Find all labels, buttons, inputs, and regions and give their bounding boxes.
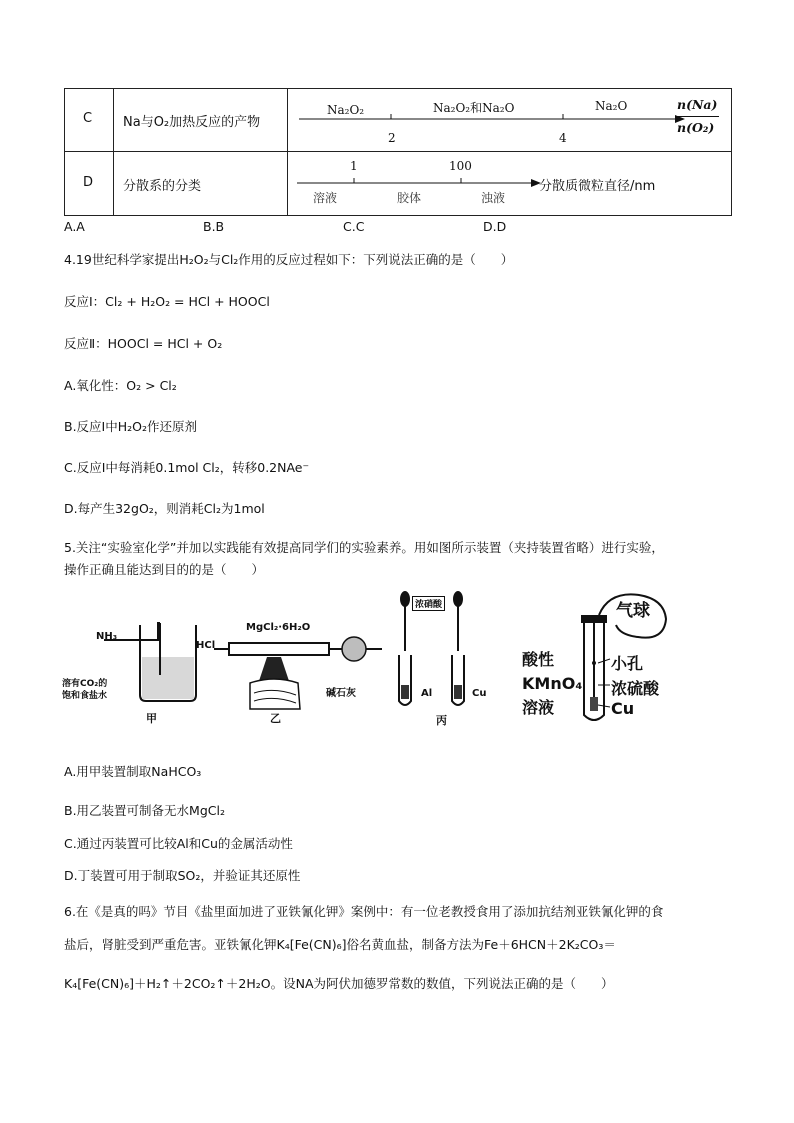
q4-option-a[interactable]: A.氧化性：O₂ > Cl₂ [64,378,177,393]
q4-option-b[interactable]: B.反应Ⅰ中H₂O₂作还原剂 [64,419,197,434]
row-c-tick-label-4: 4 [559,131,567,145]
ding-acid-label: 浓硫酸 [611,679,660,698]
row-c-ratio-bar [675,116,719,117]
row-c-description: Na与O₂加热反应的产物 [123,115,261,130]
row-d-letter: D [83,175,94,190]
row-d-tick-label-100: 100 [449,159,472,173]
answer-table [64,88,732,216]
jia-liquid [142,657,194,699]
bing-metal-1 [401,685,409,699]
jia-liquid-label-line-1: 溶有CO₂的 [62,679,108,689]
yi-label: 乙 [270,712,281,725]
ding-kmno4-label [522,648,582,720]
ding-hole [592,661,596,665]
row-d-axis-label: 分散质微粒直径/nm [539,179,656,194]
ding-balloon-label: 气球 [616,601,650,621]
yi-drying-tube [342,637,366,661]
bing-reagent-label: 浓硝酸 [412,596,445,611]
q3-option-b[interactable]: B.B [203,219,225,234]
row-c-ratio-denominator: n(O₂) [677,120,715,135]
row-c-tick-label-2: 2 [388,131,396,145]
row-d-segment-suspension: 浊液 [481,191,506,205]
row-d-segment-colloid: 胶体 [397,191,422,205]
row-c-ratio-numerator: n(Na) [677,97,718,112]
bing-bulb-2 [453,591,463,607]
row-d-segment-solution: 溶液 [313,191,338,205]
q4-reaction-1: 反应Ⅰ：Cl₂ + H₂O₂ = HCl + HOOCl [64,294,270,309]
q3-option-c[interactable]: C.C [343,219,365,234]
bing-metal-2 [454,685,462,699]
ding-stopper [581,615,607,623]
q6-line-1: 6.在《是真的吗》节目《盐里面加进了亚铁氰化钾》案例中：有一位老教授食用了添加抗结剂亚铁氰化钾的食 [64,904,664,919]
yi-gas-label: HCl [196,640,216,651]
bing-bulb-1 [400,591,410,607]
q3-option-a[interactable]: A.A [64,219,85,234]
row-c-segment-1: Na₂O₂ [327,103,365,117]
yi-absorber-label: 碱石灰 [326,688,356,699]
row-c-letter: C [83,111,93,126]
q5-option-d[interactable]: D.丁装置可用于制取SO₂，并验证其还原性 [64,868,301,883]
q3-option-d[interactable]: D.D [483,219,507,234]
q4-option-c[interactable]: C.反应Ⅰ中每消耗0.1mol Cl₂，转移0.2NAe⁻ [64,460,310,475]
jia-label: 甲 [146,712,157,725]
row-c-segment-3: Na₂O [595,99,628,113]
row-c-segment-2: Na₂O₂和Na₂O [433,101,515,115]
ding-copper [590,697,598,711]
jia-gas-label: NH₃ [96,631,118,642]
yi-tube [229,643,329,655]
ding-metal-label: Cu [611,699,635,718]
apparatus-jia [104,623,196,701]
q5-option-b[interactable]: B.用乙装置可制备无水MgCl₂ [64,803,225,818]
ding-kmno4-line-2: KMnO₄ [522,674,583,693]
q4-reaction-2: 反应Ⅱ：HOOCl = HCl + O₂ [64,336,223,351]
q5-stem-line-1: 5.关注“实验室化学”并加以实践能有效提高同学们的实验素养。用如图所示装置（夹持装置省略）进行实验， [64,540,664,555]
jia-liquid-label-line-2: 饱和食盐水 [62,691,108,701]
bing-label: 丙 [436,714,447,727]
row-d-description: 分散系的分类 [123,179,202,194]
bing-metal-2-label: Cu [472,688,487,699]
q5-stem-line-2: 操作正确且能达到目的的是（ ） [64,562,265,577]
q5-option-c[interactable]: C.通过丙装置可比较Al和Cu的金属活动性 [64,836,293,851]
yi-solid-label: MgCl₂·6H₂O [246,622,311,633]
q6-line-3: K₄[Fe(CN)₆]＋H₂↑＋2CO₂↑＋2H₂O。设NA为阿伏加德罗常数的数值，下列说法正确的是（ ） [64,976,614,991]
apparatus-yi [214,637,382,709]
q4-option-d[interactable]: D.每产生32gO₂，则消耗Cl₂为1mol [64,501,265,516]
yi-lamp [259,657,289,681]
ding-hole-label: 小孔 [611,654,644,673]
q6-line-2: 盐后，肾脏受到严重危害。亚铁氰化钾K₄[Fe(CN)₆]俗名黄血盐，制备方法为Fe＋6HCN＋2K₂CO₃＝ [64,937,616,952]
row-d-tick-label-1: 1 [350,159,358,173]
table-col-divider-1 [113,89,114,215]
q5-option-a[interactable]: A.用甲装置制取NaHCO₃ [64,764,202,779]
q4-stem: 4.19世纪科学家提出H₂O₂与Cl₂作用的反应过程如下：下列说法正确的是（ ） [64,252,514,267]
ding-kmno4-line-1: 酸性 [522,650,555,669]
bing-metal-1-label: Al [421,688,433,699]
jia-liquid-label [62,678,107,702]
ding-kmno4-line-3: 溶液 [522,698,555,717]
